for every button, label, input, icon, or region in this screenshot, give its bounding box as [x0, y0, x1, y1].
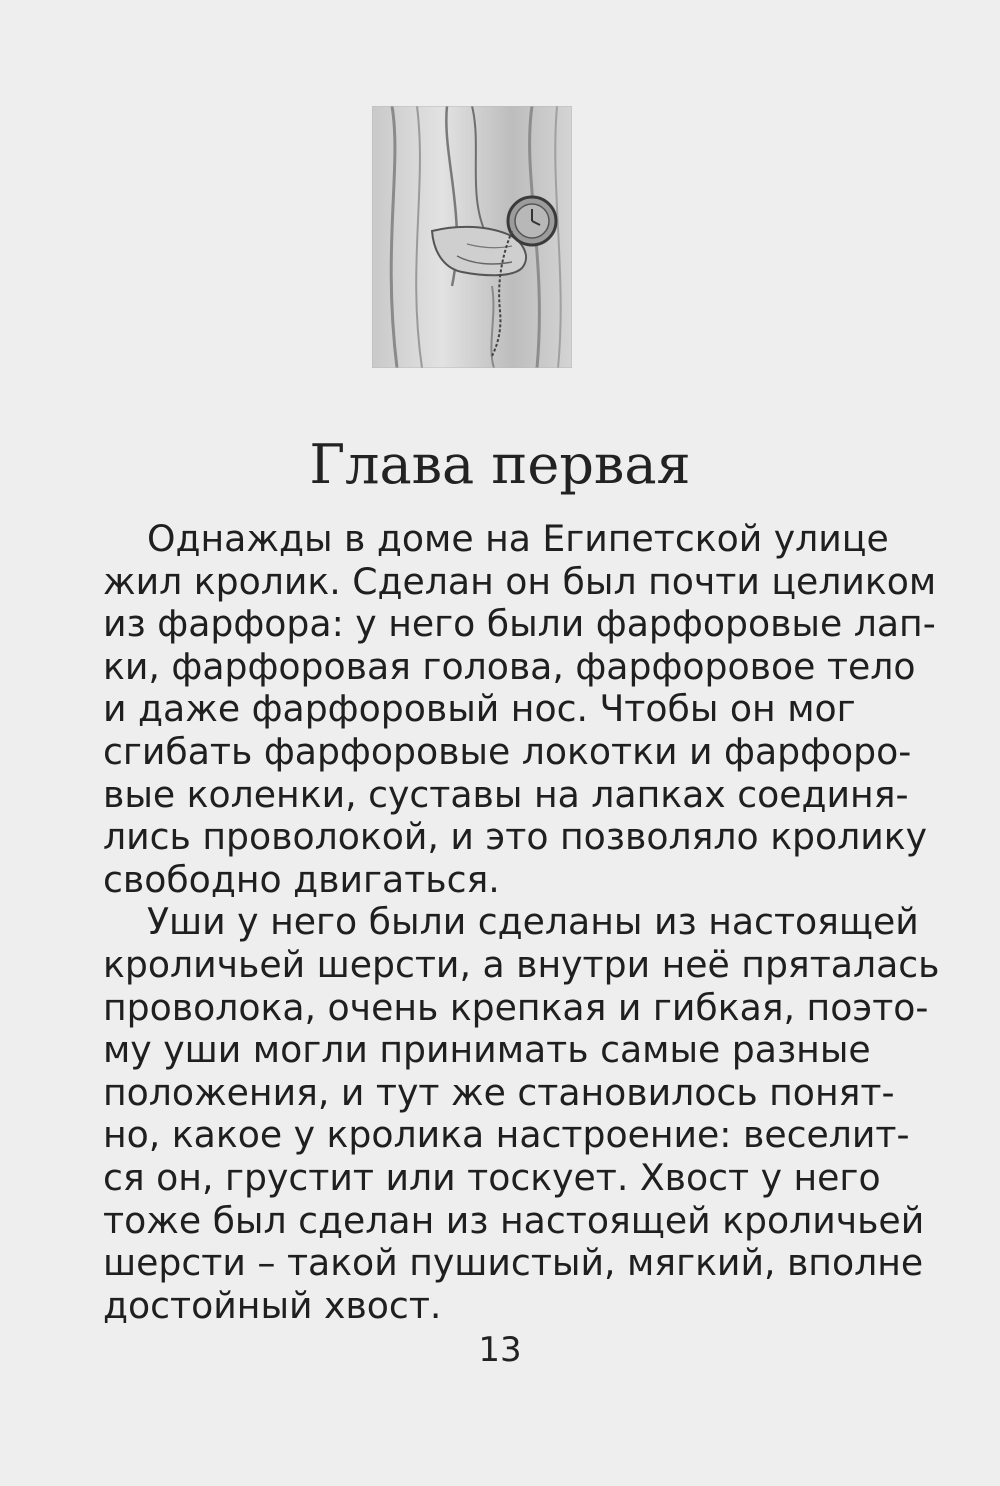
- text-line: кроличьей шерсти, а внутри неё пряталась: [103, 942, 940, 986]
- text-line: вые коленки, суставы на лапках соединя-: [103, 772, 909, 816]
- text-line: тоже был сделан из настоящей кроличьей: [103, 1198, 925, 1242]
- chapter-title: Глава первая: [309, 433, 691, 496]
- text-line: но, какое у кролика настроение: веселит-: [103, 1113, 910, 1157]
- text-line: положения, и тут же становилось понят-: [103, 1070, 895, 1114]
- text-line: и даже фарфоровый нос. Чтобы он мог: [103, 687, 856, 731]
- text-line: шерсти – такой пушистый, мягкий, вполне: [103, 1241, 924, 1285]
- chapter-body: [103, 517, 940, 1327]
- hand-holding-pocket-watch-illustration: [372, 106, 572, 368]
- text-line: из фарфора: у него были фарфоровые лап-: [103, 602, 936, 646]
- text-line: Однажды в доме на Египетской улице: [147, 517, 889, 560]
- text-line: ся он, грустит или тоскует. Хвост у него: [103, 1155, 881, 1199]
- text-line: Уши у него были сделаны из настоящей: [147, 900, 919, 944]
- text-line: жил кролик. Сделан он был почти целиком: [103, 559, 937, 603]
- page-number: 13: [478, 1330, 522, 1370]
- text-line: проволока, очень крепкая и гибкая, поэто-: [103, 985, 929, 1029]
- text-line: сгибать фарфоровые локотки и фарфоро-: [103, 729, 912, 773]
- text-line: достойный хвост.: [103, 1283, 442, 1327]
- text-line: му уши могли принимать самые разные: [103, 1028, 871, 1072]
- text-line: ки, фарфоровая голова, фарфоровое тело: [103, 644, 916, 688]
- text-line: свободно двигаться.: [103, 857, 500, 901]
- text-line: лись проволокой, и это позволяло кролику: [103, 815, 928, 859]
- chapter-illustration: [372, 106, 572, 368]
